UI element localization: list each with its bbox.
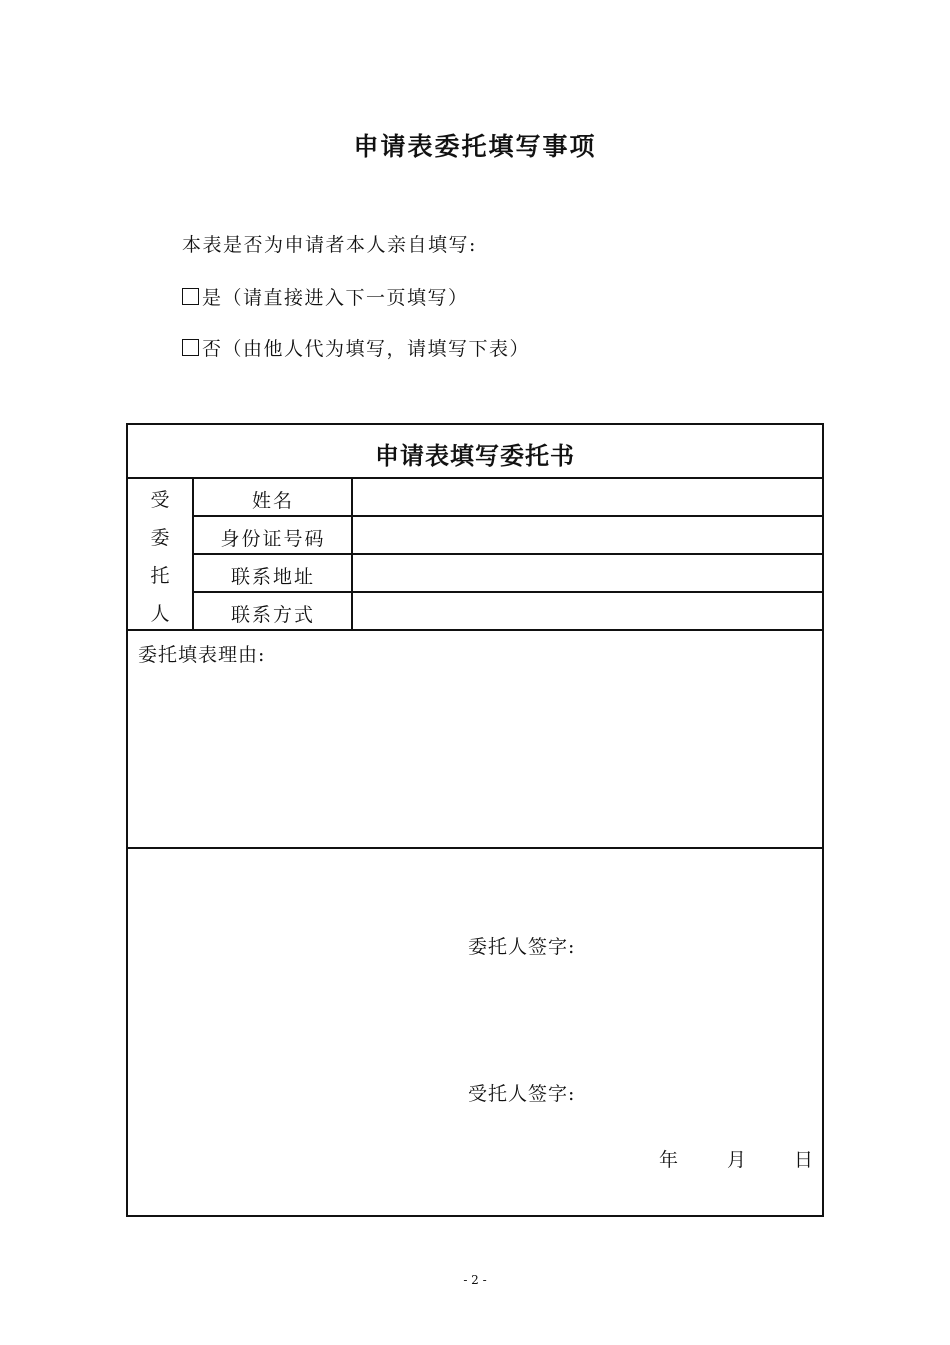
agent-signature-label: 受托人签字: bbox=[468, 1083, 576, 1105]
principal-signature-label: 委托人签字: bbox=[468, 936, 576, 958]
row-label-address: 联系地址 bbox=[230, 566, 315, 588]
agent-label-char: 委 bbox=[150, 527, 170, 549]
option-yes[interactable] bbox=[182, 283, 469, 310]
page-number: - 2 - bbox=[463, 1273, 487, 1287]
date-month: 月 bbox=[727, 1149, 747, 1171]
divider bbox=[128, 847, 822, 849]
id-number-field[interactable] bbox=[354, 517, 820, 552]
row-label-name: 姓名 bbox=[251, 490, 294, 512]
question-text: 本表是否为申请者本人亲自填写: bbox=[182, 234, 477, 256]
divider bbox=[128, 629, 822, 631]
reason-field[interactable] bbox=[130, 670, 820, 845]
option-no[interactable] bbox=[182, 334, 530, 361]
contact-field[interactable] bbox=[354, 593, 820, 628]
row-label-id-number: 身份证号码 bbox=[220, 528, 326, 550]
name-field[interactable] bbox=[354, 479, 820, 514]
option-no-label: 否（由他人代为填写，请填写下表） bbox=[202, 338, 531, 360]
entrustment-form bbox=[126, 423, 824, 1217]
form-title: 申请表填写委托书 bbox=[375, 442, 575, 470]
agent-label-char: 托 bbox=[150, 565, 170, 587]
page-title: 申请表委托填写事项 bbox=[353, 132, 597, 161]
reason-label: 委托填表理由: bbox=[138, 644, 266, 666]
date-year: 年 bbox=[659, 1149, 679, 1171]
agent-label-char: 人 bbox=[150, 603, 170, 625]
checkbox-yes[interactable] bbox=[182, 288, 199, 305]
address-field[interactable] bbox=[354, 555, 820, 590]
agent-label-char: 受 bbox=[150, 489, 170, 511]
option-yes-label: 是（请直接进入下一页填写） bbox=[202, 287, 469, 309]
date-day: 日 bbox=[794, 1149, 814, 1171]
checkbox-no[interactable] bbox=[182, 339, 199, 356]
row-label-contact: 联系方式 bbox=[230, 604, 315, 626]
